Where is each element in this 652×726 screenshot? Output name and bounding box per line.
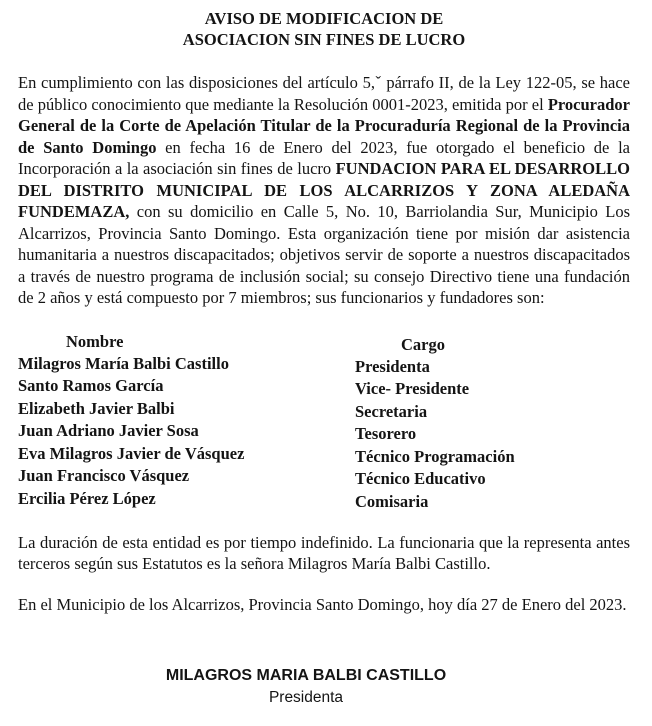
notice-title-line2: ASOCIACION SIN FINES DE LUCRO <box>182 30 466 49</box>
roster-member-cargo: Tesorero <box>355 424 417 443</box>
body-text-1: En cumplimiento con las disposiciones del artículo 5,ˇ párrafo II, de la Ley 122-05, se hace de público conocimiento que mediante la Resolución 0001-2023, emitida por el <box>18 73 630 114</box>
body-text-2: en fecha 16 de Enero del 2023, fue otorgado el beneficio de la Incorporación a la asociación sin fines de lucro <box>18 137 630 178</box>
roster-member-cargo: Vice- Presidente <box>355 379 470 398</box>
roster-name-header: Nombre <box>66 331 124 351</box>
roster-member-name: Santo Ramos García <box>18 376 164 395</box>
roster-member-name: Milagros María Balbi Castillo <box>18 353 229 373</box>
roster-member-cargo: Comisaria <box>355 491 429 511</box>
signature-role: Presidenta <box>268 689 344 706</box>
notice-document <box>18 8 630 615</box>
place-date-paragraph: En el Municipio de los Alcarrizos, Provincia Santo Domingo, hoy día 27 de Enero del 2023. <box>18 594 627 614</box>
signature-name: MILAGROS MARIA BALBI CASTILLO <box>165 667 447 684</box>
roster-member-name: Eva Milagros Javier de Vásquez <box>18 443 245 463</box>
roster-member-name: Ercilia Pérez López <box>18 488 156 508</box>
roster-name-list <box>18 353 244 511</box>
roster-member-name: Juan Francisco Vásquez <box>18 466 190 485</box>
roster-member-cargo: Presidenta <box>355 356 430 376</box>
duration-paragraph: La duración de esta entidad es por tiempo indefinido. La funcionaria que la representa antes terceros según sus Estatutos es la señora Milagros María Balbi Castillo. <box>18 532 630 573</box>
roster-member-name: Juan Adriano Javier Sosa <box>18 421 199 440</box>
body-text-3: con su domicilio en Calle 5, No. 10, Barriolandia Sur, Municipio Los Alcarrizos, Provincia Santo Domingo. Esta organización tiene por misión dar asistencia humanitaria a nuestros discapacitados; objetivos servir de soporte a nuestros discapacitados a través de nuestro programa de inclusión social; su consejo Directivo tiene una fundación de 2 años y está compuesto por 7 miembros; sus funcionarios y fundadores son: <box>18 202 630 307</box>
notice-body-paragraph <box>18 72 630 309</box>
roster-member-cargo: Técnico Educativo <box>355 469 486 488</box>
roster-cargo-list <box>355 353 515 511</box>
notice-title-line1: AVISO DE MODIFICACION DE <box>204 9 444 28</box>
roster-member-name: Elizabeth Javier Balbi <box>18 398 175 418</box>
roster-member-cargo: Técnico Programación <box>355 446 515 466</box>
body-authority: Procurador General de la Corte de Apelación Titular de la Procuraduría Regional de la Provincia de Santo Domingo <box>18 94 630 157</box>
roster-cargo-header: Cargo <box>401 334 445 354</box>
board-roster <box>18 332 630 512</box>
roster-member-cargo: Secretaria <box>355 401 428 421</box>
body-foundation-name: FUNDACION PARA EL DESARROLLO DEL DISTRITO MUNICIPAL DE LOS ALCARRIZOS Y ZONA ALEDAÑA FUNDEMAZA, <box>18 159 630 221</box>
